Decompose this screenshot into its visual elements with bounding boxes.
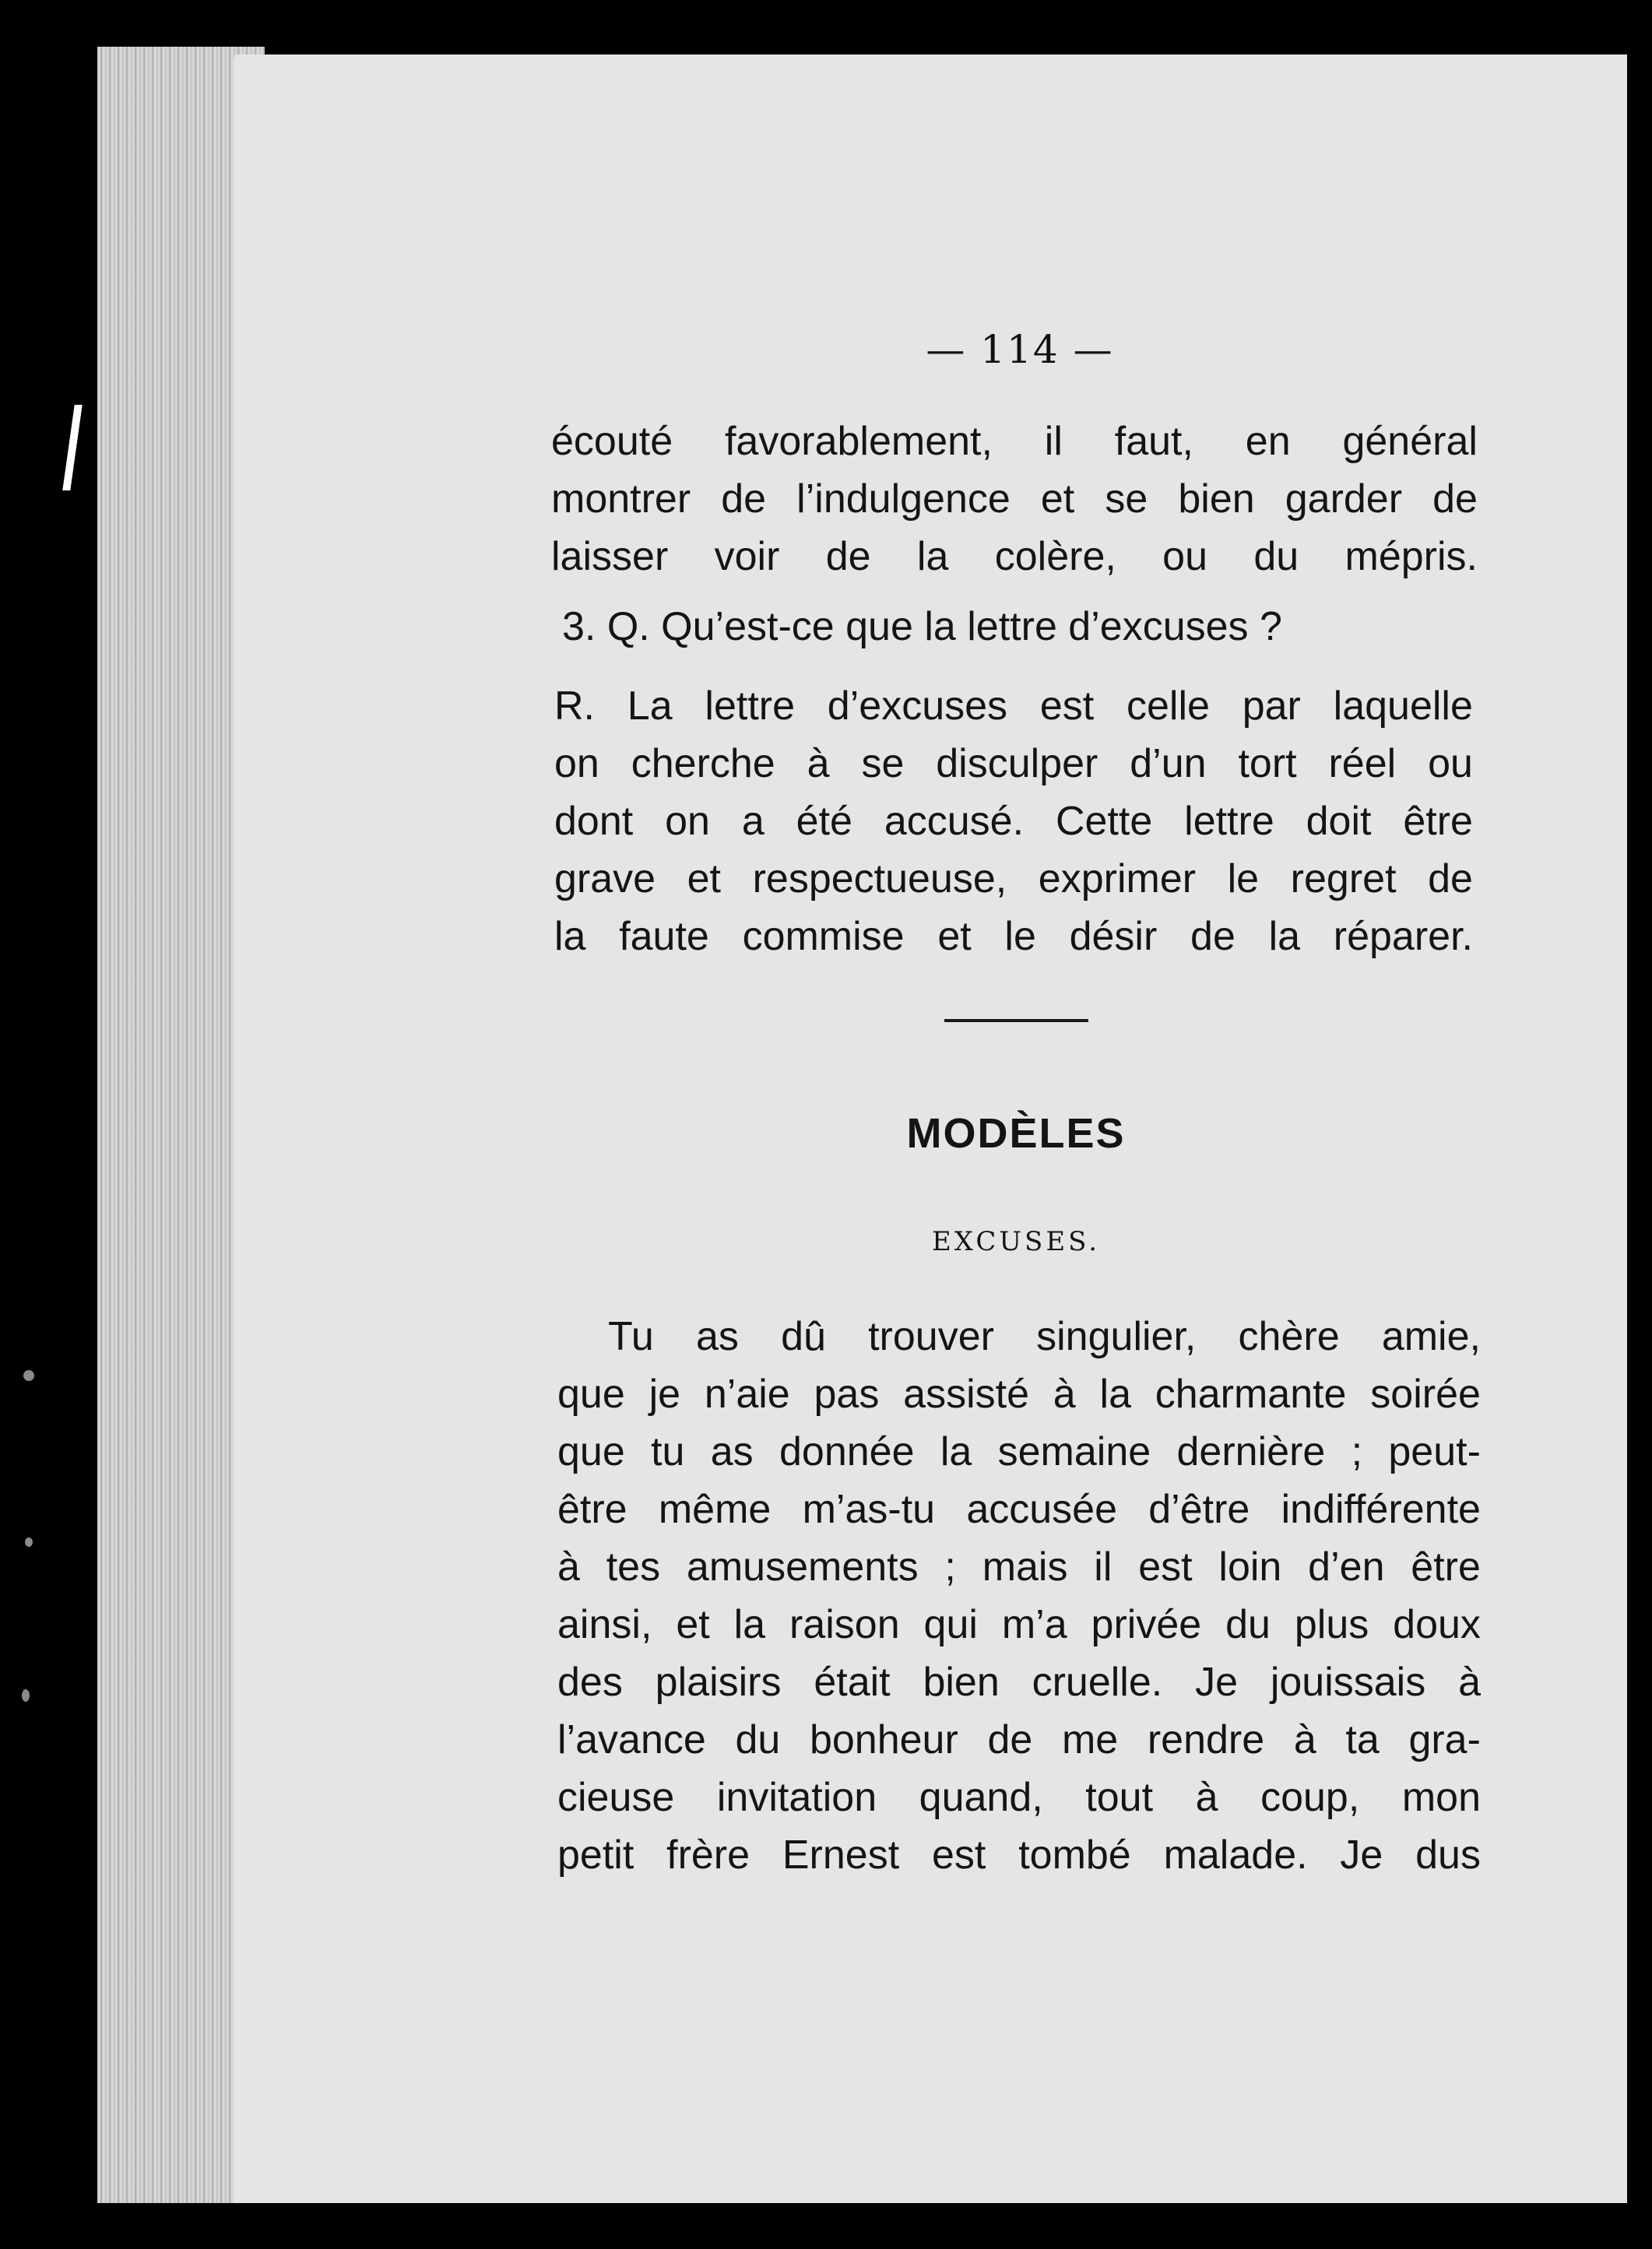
- text-word: cruelle.: [1032, 1660, 1163, 1705]
- text-word: et: [676, 1602, 710, 1647]
- text-word: à: [557, 1544, 580, 1590]
- text-word: singulier,: [1036, 1314, 1197, 1359]
- text-word: d’excuses: [827, 683, 1008, 729]
- text-word: Cette: [1055, 799, 1153, 844]
- text-word: mon: [1401, 1775, 1481, 1820]
- text-word: Tu: [608, 1314, 654, 1359]
- text-word: disculper: [936, 741, 1098, 786]
- text-line: [557, 1711, 1481, 1769]
- scan-speck: [25, 1537, 33, 1547]
- text-word: par: [1242, 683, 1301, 729]
- section-divider: [944, 1019, 1088, 1022]
- text-word: est: [1039, 683, 1095, 729]
- text-line: [551, 470, 1478, 528]
- text-word: jouissais: [1270, 1660, 1426, 1705]
- text-word: doux: [1393, 1602, 1481, 1647]
- text-word: laquelle: [1333, 683, 1473, 729]
- text-word: et: [687, 856, 722, 901]
- text-word: regret: [1290, 856, 1397, 901]
- text-word: d’être: [1148, 1487, 1250, 1532]
- text-word: garder: [1285, 476, 1403, 522]
- paragraph-continuation: [551, 413, 1478, 585]
- text-word: à: [1195, 1775, 1218, 1820]
- text-word: laisser voir de la colère, ou du mépris.: [551, 534, 1478, 579]
- text-word: dus: [1415, 1833, 1481, 1878]
- text-word: charmante: [1155, 1372, 1347, 1417]
- text-word: de: [721, 476, 767, 522]
- text-word: même: [658, 1487, 772, 1532]
- text-word: et: [1040, 476, 1075, 522]
- page-number: — 114 —: [926, 327, 1114, 372]
- text-word: ta: [1345, 1717, 1380, 1762]
- text-word: dû: [781, 1314, 826, 1359]
- text-word: l’indulgence: [796, 476, 1011, 522]
- text-word: ainsi,: [557, 1602, 652, 1647]
- text-word: ou: [1428, 741, 1473, 786]
- text-word: tombé: [1018, 1833, 1131, 1878]
- text-word: exprimer: [1038, 856, 1197, 901]
- text-word: accusé.: [884, 799, 1025, 844]
- text-word: à: [807, 741, 830, 786]
- text-word: que: [557, 1429, 625, 1474]
- text-word: qui: [923, 1602, 978, 1647]
- text-word: n’aie: [704, 1372, 790, 1417]
- text-word: R.: [554, 683, 595, 729]
- text-word: dont: [554, 799, 634, 844]
- text-word: à: [1458, 1660, 1481, 1705]
- text-word: se: [861, 741, 905, 786]
- text-line: [554, 677, 1473, 735]
- text-line: [557, 1481, 1481, 1538]
- answer-paragraph: [554, 677, 1473, 965]
- text-word: accusée: [966, 1487, 1118, 1532]
- text-word: invitation: [716, 1775, 877, 1820]
- text-line: [557, 1653, 1481, 1711]
- text-word: cherche: [631, 741, 775, 786]
- text-word: la: [1099, 1372, 1131, 1417]
- text-word: on: [665, 799, 710, 844]
- text-word: amie,: [1381, 1314, 1481, 1359]
- scan-speck: [22, 1689, 30, 1702]
- text-word: le: [1227, 856, 1260, 901]
- text-word: tort: [1238, 741, 1297, 786]
- text-word: quand,: [919, 1775, 1043, 1820]
- text-word: malade.: [1163, 1833, 1308, 1878]
- text-word: lettre: [1184, 799, 1274, 844]
- scan-speck: [23, 1370, 34, 1381]
- text-word: du: [735, 1717, 781, 1762]
- text-line: [557, 1596, 1481, 1653]
- text-word: bien: [1178, 476, 1255, 522]
- text-word: as: [695, 1314, 739, 1359]
- text-word: plus: [1294, 1602, 1369, 1647]
- text-line: [557, 1423, 1481, 1481]
- text-word: grave: [554, 856, 656, 901]
- text-word: ;: [944, 1544, 956, 1590]
- text-word: coup,: [1260, 1775, 1360, 1820]
- text-word: dernière: [1176, 1429, 1326, 1474]
- text-word: être: [1403, 799, 1473, 844]
- text-word: celle: [1126, 683, 1210, 729]
- text-word: on: [554, 741, 599, 786]
- text-word: Je: [1195, 1660, 1238, 1705]
- text-word: en: [1245, 419, 1291, 464]
- text-word: Je: [1340, 1833, 1383, 1878]
- text-line: [557, 1826, 1481, 1884]
- text-word: bonheur: [809, 1717, 958, 1762]
- text-word: cieuse: [557, 1775, 675, 1820]
- text-line: [551, 528, 1478, 585]
- text-word: as: [710, 1429, 754, 1474]
- section-title: MODÈLES: [906, 1110, 1126, 1157]
- text-word: m’a: [1001, 1602, 1067, 1647]
- text-word: du: [1225, 1602, 1271, 1647]
- text-word: à: [1293, 1717, 1316, 1762]
- text-word: donnée: [779, 1429, 915, 1474]
- text-word: a: [741, 799, 764, 844]
- text-word: bien: [923, 1660, 1000, 1705]
- text-word: montrer: [551, 476, 691, 522]
- text-word: été: [796, 799, 852, 844]
- text-word: favorablement,: [724, 419, 993, 464]
- text-word: je: [648, 1372, 681, 1417]
- text-word: écouté: [551, 419, 673, 464]
- text-word: m’as-tu: [802, 1487, 936, 1532]
- text-word: se: [1105, 476, 1148, 522]
- text-word: Ernest: [782, 1833, 900, 1878]
- text-line: [557, 1308, 1481, 1365]
- text-word: privée: [1091, 1602, 1202, 1647]
- text-word: doit: [1306, 799, 1372, 844]
- text-word: d’un: [1130, 741, 1207, 786]
- text-word: la: [940, 1429, 972, 1474]
- text-word: la: [733, 1602, 766, 1647]
- text-word: tout: [1085, 1775, 1154, 1820]
- text-line: [551, 413, 1478, 470]
- text-word: que: [557, 1372, 625, 1417]
- text-word: respectueuse,: [752, 856, 1007, 901]
- text-word: ;: [1351, 1429, 1363, 1474]
- text-word: général: [1342, 419, 1478, 464]
- text-word: raison: [789, 1602, 900, 1647]
- text-word: des: [557, 1660, 623, 1705]
- text-line: [557, 1365, 1481, 1423]
- text-word: de: [1428, 856, 1473, 901]
- text-word: il: [1094, 1544, 1112, 1590]
- text-word: soirée: [1370, 1372, 1481, 1417]
- text-line: [554, 792, 1473, 850]
- text-line: [554, 850, 1473, 908]
- text-word: pas: [814, 1372, 880, 1417]
- text-word: chère: [1238, 1314, 1340, 1359]
- text-word: plaisirs: [655, 1660, 782, 1705]
- text-word: être: [557, 1487, 627, 1532]
- text-word: indifférente: [1281, 1487, 1481, 1532]
- text-word: de: [1432, 476, 1478, 522]
- text-word: réel: [1328, 741, 1397, 786]
- text-word: faut,: [1114, 419, 1193, 464]
- text-word: rendre: [1147, 1717, 1265, 1762]
- text-word: l’avance: [557, 1717, 706, 1762]
- text-word: est: [932, 1833, 986, 1878]
- text-line: [557, 1769, 1481, 1826]
- text-word: petit: [557, 1833, 634, 1878]
- text-word: était: [814, 1660, 891, 1705]
- text-word: trouver: [868, 1314, 994, 1359]
- text-word: mais: [982, 1544, 1068, 1590]
- text-word: à: [1053, 1372, 1076, 1417]
- model-letter: [557, 1308, 1481, 1884]
- text-line: [557, 1538, 1481, 1596]
- question-3: 3. Q. Qu’est-ce que la lettre d’excuses ?: [562, 604, 1282, 649]
- text-line: [554, 735, 1473, 792]
- text-word: me: [1061, 1717, 1119, 1762]
- text-word: gra-: [1408, 1717, 1481, 1762]
- text-word: amusements: [686, 1544, 919, 1590]
- text-word: semaine: [997, 1429, 1151, 1474]
- text-word: d’en: [1308, 1544, 1385, 1590]
- text-word: peut-: [1388, 1429, 1481, 1474]
- text-word: frère: [666, 1833, 750, 1878]
- text-word: est: [1138, 1544, 1193, 1590]
- text-word: il: [1044, 419, 1063, 464]
- text-word: La: [627, 683, 673, 729]
- text-word: assisté: [903, 1372, 1029, 1417]
- text-word: la faute commise et le désir de la réparer.: [554, 914, 1473, 959]
- text-word: de: [987, 1717, 1033, 1762]
- text-word: être: [1411, 1544, 1481, 1590]
- subsection-title: EXCUSES.: [931, 1226, 1101, 1257]
- text-word: tu: [651, 1429, 685, 1474]
- text-word: tes: [606, 1544, 661, 1590]
- text-word: loin: [1218, 1544, 1282, 1590]
- text-line: [554, 908, 1473, 965]
- text-word: lettre: [705, 683, 796, 729]
